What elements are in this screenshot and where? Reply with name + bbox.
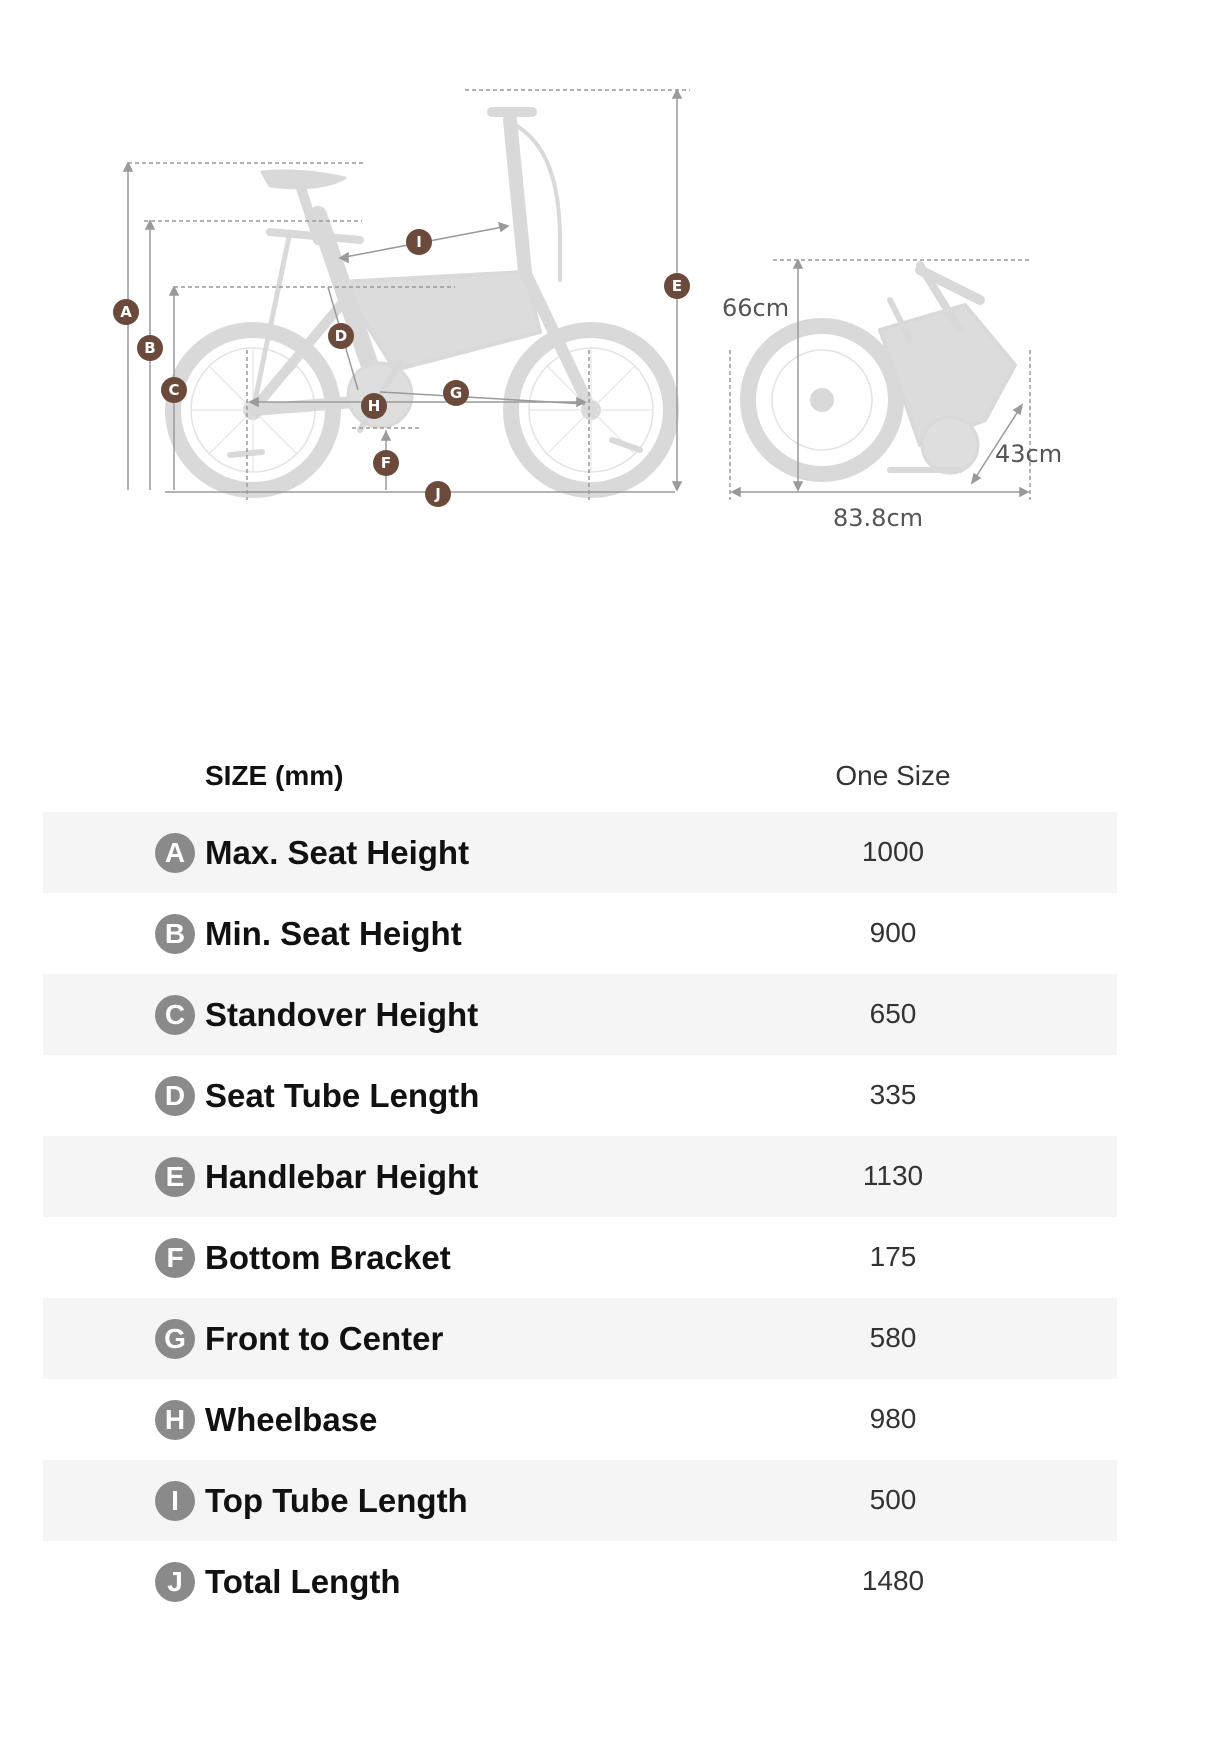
row-letter-badge: G — [155, 1319, 195, 1359]
row-letter-badge: A — [155, 833, 195, 873]
marker-f — [373, 450, 399, 476]
svg-text:B: B — [144, 339, 156, 357]
unfolded-bike — [173, 112, 671, 490]
svg-text:C: C — [168, 381, 180, 399]
svg-text:G: G — [449, 384, 463, 402]
row-label: Top Tube Length — [205, 1482, 468, 1519]
svg-text:H: H — [367, 397, 381, 415]
row-value: 1130 — [862, 1160, 924, 1191]
marker-g — [443, 380, 469, 406]
row-letter-badge: C — [155, 995, 195, 1035]
folded-length-label: 83.8cm — [833, 504, 924, 532]
marker-j — [425, 481, 451, 507]
marker-h — [361, 393, 387, 419]
row-letter-badge: H — [155, 1400, 195, 1440]
table-row — [43, 1298, 1117, 1379]
svg-text:J: J — [435, 485, 441, 503]
marker-d — [328, 323, 354, 349]
size-table — [43, 740, 1117, 1622]
table-row — [43, 1541, 1117, 1622]
table-row — [43, 1460, 1117, 1541]
row-label: Bottom Bracket — [205, 1239, 451, 1276]
marker-b — [137, 335, 163, 361]
row-letter-badge: I — [155, 1481, 195, 1521]
row-letter-badge: B — [155, 914, 195, 954]
row-label: Handlebar Height — [205, 1158, 479, 1195]
table-row — [43, 1379, 1117, 1460]
folded-width-label: 43cm — [995, 440, 1063, 468]
table-row — [43, 1217, 1117, 1298]
marker-i — [406, 229, 432, 255]
row-value: 900 — [869, 917, 917, 948]
svg-text:I: I — [416, 233, 422, 251]
row-label: Min. Seat Height — [205, 915, 462, 952]
header-one-size: One Size — [835, 760, 951, 791]
row-value: 650 — [869, 998, 917, 1029]
marker-c — [161, 377, 187, 403]
row-letter-badge: F — [155, 1238, 195, 1278]
table-row — [43, 1136, 1117, 1217]
header-size-label: SIZE (mm) — [205, 760, 344, 791]
svg-text:F: F — [380, 454, 392, 472]
table-row — [43, 812, 1117, 893]
geometry-svg — [0, 0, 1220, 600]
svg-text:A: A — [120, 303, 132, 321]
row-label: Wheelbase — [205, 1401, 378, 1438]
marker-e — [664, 273, 690, 299]
table-row — [43, 1055, 1117, 1136]
row-label: Front to Center — [205, 1320, 444, 1357]
table-row — [43, 893, 1117, 974]
row-value: 1000 — [861, 836, 925, 867]
row-label: Standover Height — [205, 996, 479, 1033]
table-row — [43, 974, 1117, 1055]
row-letter-badge: D — [155, 1076, 195, 1116]
marker-a — [113, 299, 139, 325]
row-label: Total Length — [205, 1563, 401, 1600]
row-value: 980 — [869, 1403, 917, 1434]
folded-height-label: 66cm — [722, 294, 790, 322]
row-value: 1480 — [861, 1565, 925, 1596]
svg-text:E: E — [671, 277, 683, 295]
row-value: 580 — [869, 1322, 917, 1353]
row-value: 335 — [869, 1079, 917, 1110]
row-value: 500 — [869, 1484, 917, 1515]
table-rows — [43, 812, 1117, 1622]
bike-geometry-diagram — [0, 0, 1220, 600]
row-label: Seat Tube Length — [205, 1077, 480, 1114]
row-label: Max. Seat Height — [205, 834, 470, 871]
row-letter-badge: E — [155, 1157, 195, 1197]
row-letter-badge: J — [155, 1562, 195, 1602]
row-value: 175 — [869, 1241, 917, 1272]
table-header — [43, 740, 1117, 812]
svg-text:D: D — [334, 327, 348, 345]
